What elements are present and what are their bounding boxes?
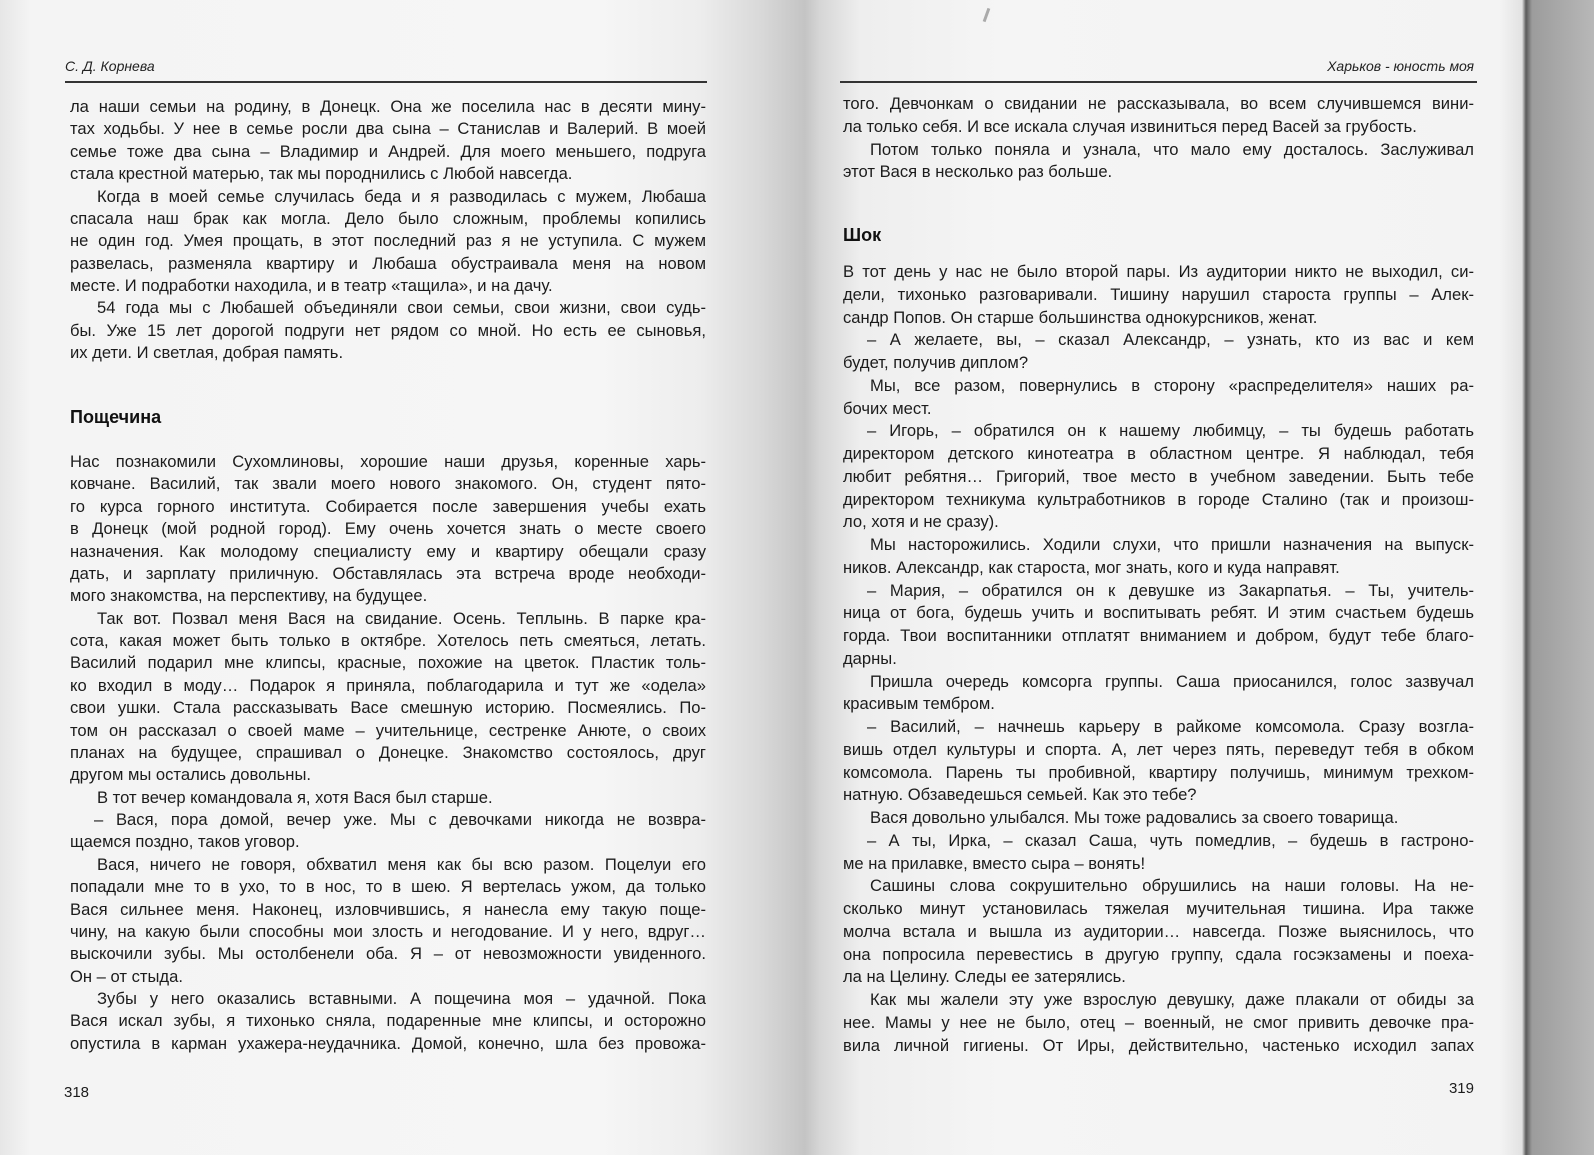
text-line: – Мария, – обратился он к девушке из Закарпатья. – Ты, учитель- xyxy=(867,580,1474,600)
text-line: Мы насторожились. Ходили слухи, что пришли назначения на выпуск- xyxy=(870,535,1474,554)
text-line: ло, хотя и не сразу). xyxy=(843,512,999,532)
text-line: ла на Целину. Следы ее затерялись. xyxy=(843,967,1126,987)
page-right xyxy=(843,0,1474,1155)
text-line: В тот день у нас не было второй пары. Из аудитории никто не выходил, си- xyxy=(843,262,1474,281)
text-line: натную. Обзаведешься семьей. Как это тебе? xyxy=(843,785,1197,805)
paragraph xyxy=(70,787,706,809)
text-line: дарны. xyxy=(843,648,897,668)
text-line: – А желаете, вы, – сказал Александр, – узнать, кто из вас и кем xyxy=(867,330,1474,350)
text-line: дать, и зарплату приличную. Обставлялась эта встреча вроде необходи- xyxy=(70,563,706,583)
text-line: директором техникума культработников в городе Сталино (так и произош- xyxy=(843,489,1474,509)
section-heading: Шок xyxy=(843,225,882,245)
text-line: том он рассказал о своей маме – учительнице, сестренке Анюте, о своих xyxy=(70,720,706,740)
text-line: дели, тихонько разговаривали. Тишину нарушил староста группы – Алек- xyxy=(843,284,1474,304)
text-line: Нас познакомили Сухомлиновы, хорошие наши друзья, коренные харь- xyxy=(70,452,706,471)
paragraph xyxy=(843,671,1474,717)
text-line: не один год. Умея прощать, в этот последний раз я не уступила. С мужем xyxy=(70,231,706,251)
paragraph xyxy=(843,580,1474,671)
text-block xyxy=(70,96,706,365)
text-line: ко входил в моду… Подарок я приняла, поблагодарила и тут же «одела» xyxy=(70,675,706,695)
text-block xyxy=(843,93,1474,184)
paragraph xyxy=(843,261,1474,329)
text-line: бочих мест. xyxy=(843,398,932,418)
text-line: сандр Попов. Он старше большинства однокурсников, женат. xyxy=(843,307,1318,327)
text-line: ница от бога, будешь учить и воспитывать ребят. И этим счастьем будешь xyxy=(843,603,1474,623)
paragraph xyxy=(843,420,1474,534)
text-line: – Вася, пора домой, вечер уже. Мы с девочками никогда не возвра- xyxy=(94,810,706,829)
text-line: планах на будущее, спрашивал о Донецке. Знакомство состоялось, друг xyxy=(70,742,706,762)
text-line: назначения. Как молодому специалисту ему и квартиру обещали сразу xyxy=(70,541,706,561)
text-line: 54 года мы с Любашей объединяли свои семьи, свои жизни, свои судь- xyxy=(97,298,706,318)
paragraph xyxy=(70,96,706,186)
paragraph xyxy=(70,451,706,608)
text-line: Вася, ничего не говоря, обхватил меня как бы всю разом. Поцелуи его xyxy=(97,854,706,874)
text-line: месте. И подработки находила, и в театр «тащила», и на дачу. xyxy=(70,276,553,295)
header-rule xyxy=(840,81,1477,83)
text-line: тах ходьбы. У нее в семье росли два сына – Станислав и Валерий. В моей xyxy=(70,119,706,139)
text-line: – Игорь, – обратился он к нашему любимцу, – ты будешь работать xyxy=(867,421,1474,441)
text-line: молча встала и вышла из аудитории… навсегда. Позже выяснилось, что xyxy=(843,921,1474,941)
text-line: красивым тембром. xyxy=(843,694,995,714)
text-line: В тот вечер командовала я, хотя Вася был старше. xyxy=(97,787,493,807)
text-block xyxy=(70,451,706,1055)
text-line: сколько минут установилась тяжелая мучительная тишина. Ира также xyxy=(843,899,1474,918)
text-line: ла наши семьи на родину, в Донецк. Она же поселила нас в десяти мину- xyxy=(70,97,706,116)
page-left xyxy=(64,0,706,1155)
text-line: Зубы у него оказались вставными. А пощечина моя – удачной. Пока xyxy=(97,989,706,1008)
text-line: семье тоже два сына – Владимир и Андрей. Для моего меньшего, подруга xyxy=(70,141,706,161)
text-line: любит ребятня… Григорий, твое место в учебном заведении. Быть тебе xyxy=(843,466,1474,486)
text-line: вила личной гигиены. От Иры, действительно, частенько исходил запах xyxy=(843,1035,1474,1055)
paragraph xyxy=(843,875,1474,989)
page-number: 318 xyxy=(64,1084,90,1101)
paragraph xyxy=(70,608,706,787)
paragraph xyxy=(70,854,706,988)
text-line: Вася довольно улыбался. Мы тоже радовались за своего товарища. xyxy=(870,808,1399,827)
text-line: Он – от стыда. xyxy=(70,966,183,986)
text-line: – Василий, – начнешь карьеру в райкоме комсомола. Сразу возгла- xyxy=(867,717,1474,736)
paragraph xyxy=(70,186,706,298)
text-line: го курса горного института. Собирается после завершения учебы ехать xyxy=(70,496,706,516)
text-line: вишь отдел культуры и спорта. А, лет через пять, переведут тебя в обком xyxy=(843,739,1474,759)
header-rule xyxy=(65,81,707,83)
text-line: нее. Мамы у нее не было, отец – военный, не смог привить девочке пра- xyxy=(843,1012,1474,1032)
text-line: их дети. И светлая, добрая память. xyxy=(70,343,344,363)
paragraph xyxy=(70,297,706,364)
text-block xyxy=(843,261,1474,1057)
paragraph xyxy=(70,988,706,1055)
text-line: ла только себя. И все искала случая извиниться перед Васей за грубость. xyxy=(843,116,1417,136)
text-line: Когда в моей семье случилась беда и я разводилась с мужем, Любаша xyxy=(97,186,706,206)
paragraph xyxy=(843,375,1474,421)
text-line: попадали мне то в ухо, то в нос, то в шею. Я вертелась ужом, да только xyxy=(70,877,706,897)
text-line: в Донецк (мой родной город). Ему очень хочется знать о месте своего xyxy=(70,519,706,539)
text-line: Так вот. Позвал меня Вася на свидание. Осень. Теплынь. В парке кра- xyxy=(97,608,706,628)
text-line: свои ушки. Стала рассказывать Васе смешную историю. Посмеялись. По- xyxy=(70,698,706,718)
text-line: директором детского кинотеатра в областном центре. Я наблюдал, тебя xyxy=(843,444,1474,463)
text-line: Сашины слова сокрушительно обрушились на наши головы. На не- xyxy=(870,876,1474,896)
text-line: будет, получив диплом? xyxy=(843,353,1029,372)
paragraph xyxy=(70,809,706,854)
text-line: развелась, разменяла квартиру и Любаша обустраивала меня на новом xyxy=(70,253,706,273)
paragraph xyxy=(843,329,1474,375)
text-line: она попросила перевестись в другую группу, сдала госэкзамены и поеха- xyxy=(843,944,1474,964)
section-heading: Пощечина xyxy=(70,407,162,427)
paragraph xyxy=(843,716,1474,807)
text-line: чину, на какую были способны мои злость и негодование. И у него, вдруг… xyxy=(70,921,706,941)
text-line: Потом только поняла и узнала, что мало ему досталось. Заслуживал xyxy=(870,139,1474,159)
paragraph xyxy=(843,830,1474,876)
text-line: мого знакомства, на перспективу, на будущее. xyxy=(70,586,428,606)
text-line: стала крестной матерью, так мы породнились с Любой навсегда. xyxy=(70,164,573,184)
text-line: комсомола. Парень ты пробивной, квартиру получишь, минимум трехком- xyxy=(843,762,1474,782)
running-head: С. Д. Корнева xyxy=(65,58,155,74)
text-line: щаемся поздно, таков уговор. xyxy=(70,832,300,852)
text-line: того. Девчонкам о свидании не рассказывала, во всем случившемся вини- xyxy=(843,94,1474,113)
page-number: 319 xyxy=(1448,1080,1474,1097)
text-line: другом мы остались довольны. xyxy=(70,765,312,785)
running-head: Харьков - юность моя xyxy=(1327,58,1474,74)
paragraph xyxy=(843,93,1474,139)
text-line: Как мы жалели эту уже взрослую девушку, даже плакали от обиды за xyxy=(870,990,1474,1009)
text-line: опустила в карман ухажера-неудачника. Домой, конечно, шла без провожа- xyxy=(70,1033,706,1053)
text-line: выскочили зубы. Мы остолбенели оба. Я – от невозможности увиденного. xyxy=(70,944,706,964)
text-line: бы. Уже 15 лет дорогой подруги нет рядом со мной. Но есть ее сыновья, xyxy=(70,320,706,340)
text-line: Пришла очередь комсорга группы. Саша приосанился, голос зазвучал xyxy=(870,671,1474,691)
paragraph xyxy=(843,989,1474,1057)
text-line: Василий подарил мне клипсы, красные, похожие на цветок. Пластик толь- xyxy=(70,653,706,673)
paragraph xyxy=(843,534,1474,580)
paragraph xyxy=(843,139,1474,185)
text-line: Мы, все разом, повернулись в сторону «распределителя» наших ра- xyxy=(870,375,1474,395)
text-line: горда. Твои воспитанники отплатят вниманием и добром, будут тебе благо- xyxy=(843,626,1474,645)
text-line: Вася сильнее меня. Наконец, изловчившись, я нанесла ему такую поще- xyxy=(70,899,706,919)
text-line: спасала наш брак как могла. Дело было сложным, проблемы копились xyxy=(70,208,706,228)
text-line: – А ты, Ирка, – сказал Саша, чуть помедлив, – будешь в гастроно- xyxy=(867,830,1474,850)
text-line: ковчане. Василий, так звали моего нового знакомого. Он, студент пято- xyxy=(70,474,706,494)
paragraph xyxy=(843,807,1474,830)
text-line: этот Вася в несколько раз больше. xyxy=(843,162,1113,182)
text-line: ников. Александр, как староста, мог знать, кого и куда направят. xyxy=(843,557,1340,577)
text-line: ме на прилавке, вместо сыра – вонять! xyxy=(843,853,1146,873)
text-line: Вася искал зубы, я тихонько сняла, подаренные мне клипсы, и осторожно xyxy=(70,1011,706,1031)
text-line: сота, какая может быть только в октябре. Хотелось петь смеяться, летать. xyxy=(70,631,706,650)
